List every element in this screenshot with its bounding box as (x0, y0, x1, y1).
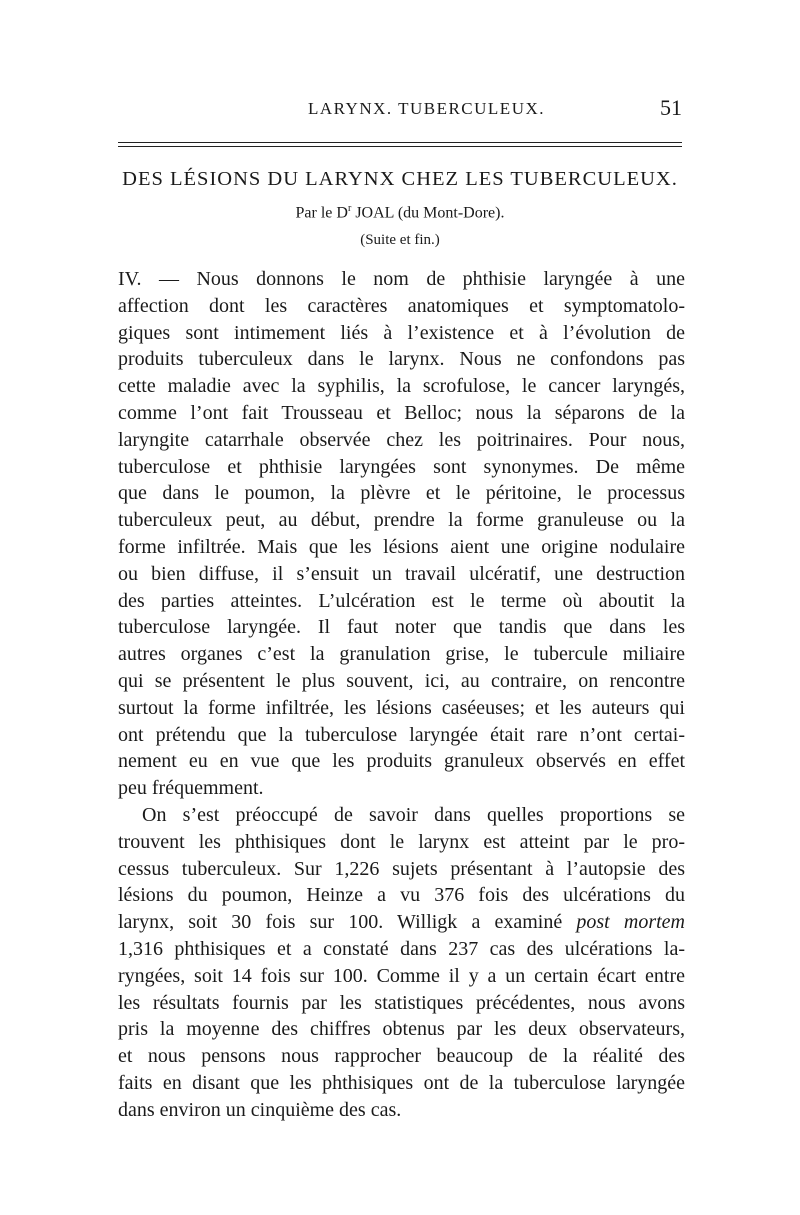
text-line: qui se présentent le plus souvent, ici, au contraire, on rencontre (118, 669, 685, 692)
text-line: laryngite catarrhale observée chez les poitrinaires. Pour nous, (118, 428, 685, 451)
text-line: giques sont intimement liés à l’existence et à l’évolution de (118, 321, 685, 344)
text-line: peu fréquemment. (118, 777, 264, 800)
italic-phrase: post mortem (576, 911, 685, 934)
text-line: larynx, soit 30 fois sur 100. Willigk a examiné post mortem (118, 911, 685, 934)
text-line: IV. — Nous donnons le nom de phthisie laryngée à une (118, 268, 685, 290)
text-line: dans environ un cinquième des cas. (118, 1098, 402, 1121)
page-number: 51 (660, 95, 682, 120)
text-line: ont prétendu que la tuberculose laryngée était rare n’ont certai- (118, 723, 685, 746)
text-line: faits en disant que les phthisiques ont de la tuberculose laryngée (118, 1071, 685, 1094)
text-line: nement eu en vue que les produits granuleux observés en effet (118, 750, 685, 773)
page-header (118, 95, 682, 125)
text-line: lésions du poumon, Heinze a vu 376 fois des ulcérations du (118, 884, 685, 907)
text-line: tuberculose et phthisie laryngées sont synonymes. De même (118, 455, 685, 478)
text-line: des parties atteintes. L’ulcération est le terme où aboutit la (118, 589, 685, 612)
article-body (118, 266, 685, 1124)
text-line: surtout la forme infiltrée, les lésions caséeuses; et les auteurs qui (118, 696, 685, 719)
text-line: pris la moyenne des chiffres obtenus par les deux observateurs, (118, 1018, 685, 1041)
text-line: tuberculose laryngée. Il faut noter que tandis que dans les (118, 616, 685, 639)
text-line: forme infiltrée. Mais que les lésions aient une origine nodulaire (118, 535, 685, 558)
text-line: et nous pensons nous rapprocher beaucoup de la réalité des (118, 1045, 685, 1068)
byline: Par le $D^r$ JOAL (du Mont-Dore). (295, 203, 505, 222)
article-title: DES LÉSIONS DU LARYNX CHEZ LES TUBERCULEUX. (122, 168, 678, 190)
text-line: autres organes c’est la granulation grise, le tubercule miliaire (118, 643, 685, 666)
text-line: les résultats fournis par les statistiques précédentes, nous avons (118, 991, 685, 1014)
text-line: ou bien diffuse, il s’ensuit un travail ulcératif, une destruction (118, 562, 685, 585)
text-line: produits tuberculeux dans le larynx. Nous ne confondons pas (118, 348, 685, 371)
text-line: trouvent les phthisiques dont le larynx est atteint par le pro- (118, 830, 685, 853)
text-line: comme l’ont fait Trousseau et Belloc; nous la séparons de la (118, 401, 685, 424)
text-line: cette maladie avec la syphilis, la scrofulose, le cancer laryngés, (118, 375, 685, 398)
header-rule (118, 142, 682, 147)
text-line: que dans le poumon, la plèvre et le péritoine, le processus (118, 482, 685, 505)
text-line: cessus tuberculeux. Sur 1,226 sujets présentant à l’autopsie des (118, 857, 685, 880)
continuation-note: (Suite et fin.) (360, 232, 440, 248)
text-line: tuberculeux peut, au début, prendre la forme granuleuse ou la (118, 509, 685, 532)
text-line: affection dont les caractères anatomiques et symptomatolo- (118, 294, 685, 317)
text-line: 1,316 phthisiques et a constaté dans 237 cas des ulcérations la- (118, 937, 685, 960)
running-head: LARYNX. TUBERCULEUX. (308, 99, 545, 118)
text-line: ryngées, soit 14 fois sur 100. Comme il y a un certain écart entre (118, 964, 685, 987)
text-line: On s’est préoccupé de savoir dans quelles proportions se (142, 803, 685, 826)
